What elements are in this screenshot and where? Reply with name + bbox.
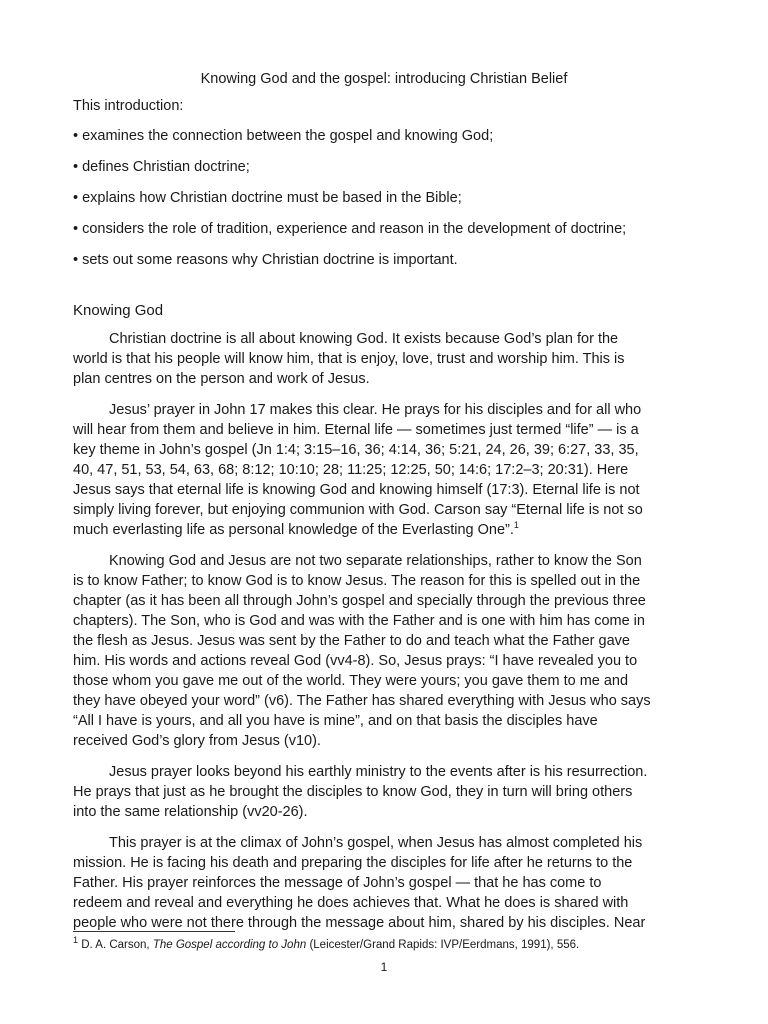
intro-heading: This introduction: (73, 98, 184, 114)
text-line: into the same relationship (vv20-26). (73, 804, 308, 820)
footnote-book-title: The Gospel according to John (152, 939, 307, 951)
text-line: they have obeyed your word” (v6). The Father has shared everything with Jesus who says (73, 693, 651, 709)
text-line: mission. He is facing his death and preparing the disciples for life after he returns to the (73, 855, 633, 871)
text-line: is to know Father; to know God is to know Jesus. The reason for this is spelled out in the (73, 573, 641, 589)
text-line: Father. His prayer reinforces the message of John’s gospel — that he has come to (73, 875, 602, 891)
footnote-reference[interactable]: 1 (513, 520, 519, 531)
text-line: Jesus says that eternal life is knowing God and knowing himself (17:3). Eternal life is not (73, 482, 640, 498)
text-line: Jesus prayer looks beyond his earthly ministry to the events after is his resurrection. (109, 764, 648, 780)
bullet-item: • considers the role of tradition, experience and reason in the development of doctrine; (73, 221, 627, 237)
text-line: will hear from them and believe in him. Eternal life — sometimes just termed “life” — is a (73, 422, 639, 438)
bullet-item: • sets out some reasons why Christian doctrine is important. (73, 252, 458, 268)
text-line: world is that his people will know him, that is enjoy, love, trust and worship him. This is (73, 351, 625, 367)
text-line: chapters). The Son, who is God and was with the Father and is one with him has come in (73, 613, 645, 629)
text-line: plan centres on the person and work of Jesus. (73, 371, 370, 387)
text-line: the flesh as Jesus. Jesus was sent by the Father to do and teach what the Father gave (73, 633, 630, 649)
paragraph (73, 329, 695, 389)
paragraph (73, 400, 695, 540)
text-line: him. His words and actions reveal God (vv4-8). So, Jesus prays: “I have revealed you to (73, 653, 638, 669)
text-line: 40, 47, 51, 53, 54, 63, 68; 8:12; 10:10; 28; 11:25; 12:25, 50; 14:6; 17:2–3; 20:31). Here (73, 462, 629, 478)
page-number: 1 (380, 960, 388, 974)
text-line: Knowing God and Jesus are not two separate relationships, rather to know the Son (109, 553, 642, 569)
text-line: received God’s glory from Jesus (v10). (73, 733, 321, 749)
paragraph (73, 551, 695, 751)
bullet-list (73, 127, 703, 282)
footnote-author: D. A. Carson, (81, 939, 153, 951)
bullet-item: • examines the connection between the gospel and knowing God; (73, 128, 494, 144)
text-line: simply living forever, but enjoying communion with God. Carson say “Eternal life is not so (73, 502, 643, 518)
text-line: Jesus’ prayer in John 17 makes this clear. He prays for his disciples and for all who (109, 402, 642, 418)
footnote-divider (73, 931, 235, 932)
body-text (73, 329, 695, 944)
text-line (73, 520, 695, 540)
text-line: those whom you gave me out of the world. They were yours; you gave them to me and (73, 673, 629, 689)
document-title: Knowing God and the gospel: introducing Christian Belief (200, 71, 568, 87)
text-line: redeem and reveal and everything he does achieves that. What he does is shared with (73, 895, 629, 911)
paragraph (73, 833, 695, 933)
text-line: This prayer is at the climax of John’s gospel, when Jesus has almost completed his (109, 835, 643, 851)
text-line: key theme in John’s gospel (Jn 1:4; 3:15–16, 36; 4:14, 36; 5:21, 24, 26, 39; 6:27, 33, 35, (73, 442, 639, 458)
text-line: He prays that just as he brought the disciples to know God, they in turn will bring others (73, 784, 633, 800)
text-line: chapter (as it has been all through John’s gospel and specially through the previous three (73, 593, 646, 609)
text-line: “All I have is yours, and all you have is mine”, and on that basis the disciples have (73, 713, 598, 729)
bullet-item: • explains how Christian doctrine must be based in the Bible; (73, 190, 462, 206)
text-line: Christian doctrine is all about knowing God. It exists because God’s plan for the (109, 331, 619, 347)
bullet-item: • defines Christian doctrine; (73, 159, 250, 175)
footnote (73, 935, 580, 952)
text-line: people who were not there through the message about him, shared by his disciples. Near (73, 915, 646, 931)
footnote-citation: (Leicester/Grand Rapids: IVP/Eerdmans, 1991), 556. (306, 939, 580, 951)
text-line-content: much everlasting life as personal knowledge of the Everlasting One”. (73, 522, 514, 538)
section-heading: Knowing God (73, 302, 164, 319)
footnote-number: 1 (73, 935, 79, 946)
paragraph (73, 762, 695, 822)
